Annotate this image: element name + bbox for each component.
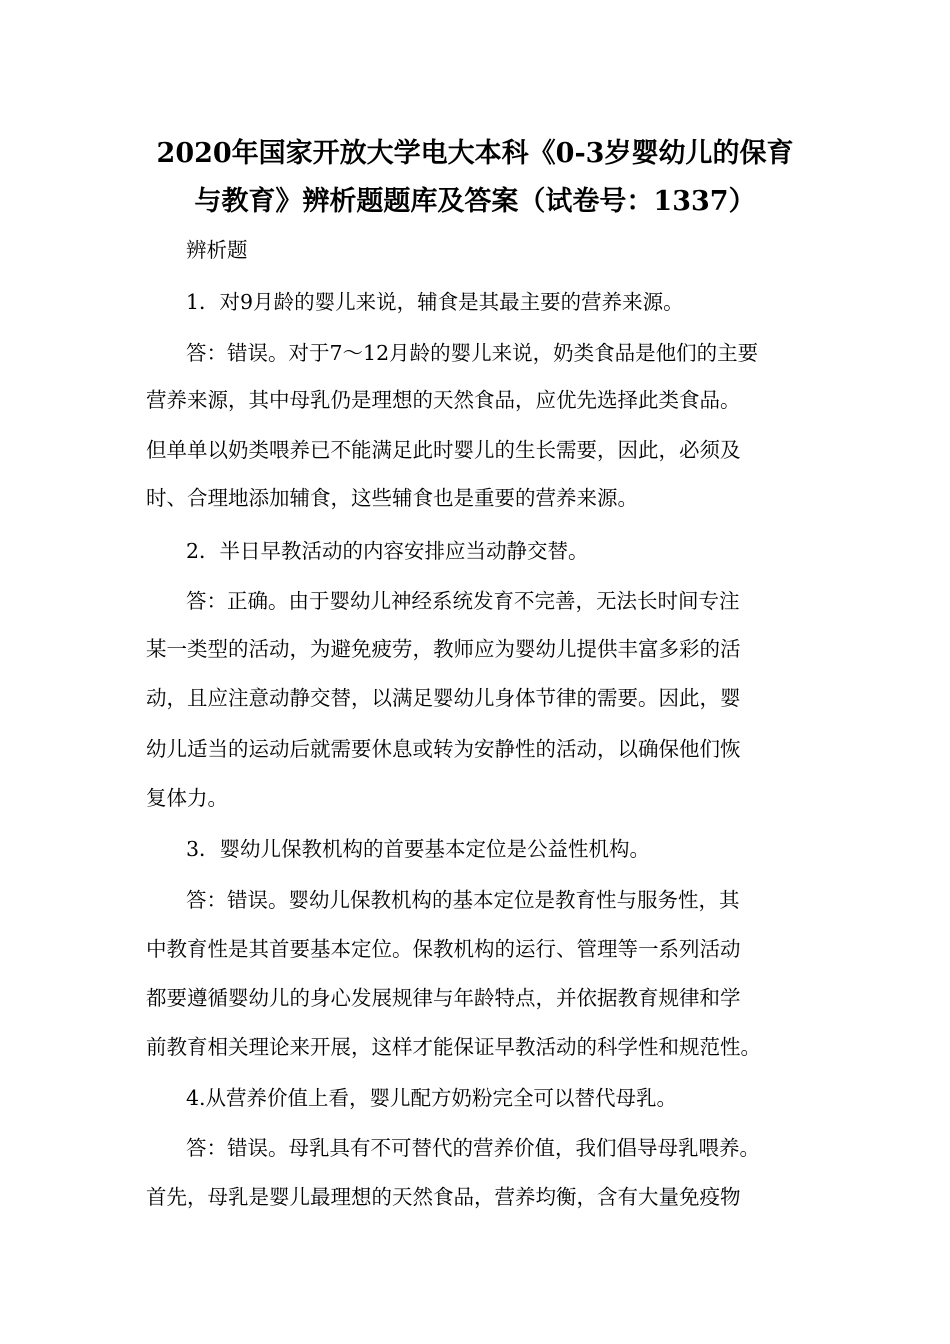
answer-1-line-3: 但单单以奶类喂养已不能满足此时婴儿的生长需要，因此，必须及 bbox=[146, 438, 741, 462]
answer-3-line-2: 中教育性是其首要基本定位。保教机构的运行、管理等一系列活动 bbox=[146, 937, 741, 961]
answer-2-line-1: 答：正确。由于婴幼儿神经系统发育不完善，无法长时间专注 bbox=[186, 589, 740, 613]
answer-2-line-4: 幼儿适当的运动后就需要休息或转为安静性的活动，以确保他们恢 bbox=[146, 737, 741, 761]
answer-3-line-4: 前教育相关理论来开展，这样才能保证早教活动的科学性和规范性。 bbox=[146, 1035, 761, 1059]
document-title-line-1: 2020年国家开放大学电大本科《0-3岁婴幼儿的保育 bbox=[156, 138, 794, 169]
question-3: 3．婴幼儿保教机构的首要基本定位是公益性机构。 bbox=[186, 837, 651, 861]
question-2: 2．半日早教活动的内容安排应当动静交替。 bbox=[186, 539, 589, 563]
question-4: 4.从营养价值上看，婴儿配方奶粉完全可以替代母乳。 bbox=[186, 1086, 678, 1110]
answer-2-line-3: 动，且应注意动静交替，以满足婴幼儿身体节律的需要。因此，婴 bbox=[146, 686, 741, 710]
section-heading: 辨析题 bbox=[186, 238, 248, 262]
answer-1-line-1: 答：错误。对于7～12月龄的婴儿来说，奶类食品是他们的主要 bbox=[186, 341, 759, 365]
answer-3-line-1: 答：错误。婴幼儿保教机构的基本定位是教育性与服务性，其 bbox=[186, 888, 740, 912]
document-title-line-2: 与教育》辨析题题库及答案（试卷号：1337） bbox=[194, 186, 756, 217]
answer-4-line-1: 答：错误。母乳具有不可替代的营养价值，我们倡导母乳喂养。 bbox=[186, 1136, 760, 1160]
question-1: 1．对9月龄的婴儿来说，辅食是其最主要的营养来源。 bbox=[186, 290, 684, 314]
answer-4-line-2: 首先，母乳是婴儿最理想的天然食品，营养均衡，含有大量免疫物 bbox=[146, 1185, 741, 1209]
answer-2-line-2: 某一类型的活动，为避免疲劳，教师应为婴幼儿提供丰富多彩的活 bbox=[146, 637, 741, 661]
answer-1-line-4: 时、合理地添加辅食，这些辅食也是重要的营养来源。 bbox=[146, 486, 638, 510]
answer-3-line-3: 都要遵循婴幼儿的身心发展规律与年龄特点，并依据教育规律和学 bbox=[146, 986, 741, 1010]
answer-1-line-2: 营养来源，其中母乳仍是理想的天然食品，应优先选择此类食品。 bbox=[146, 388, 741, 412]
answer-2-line-5: 复体力。 bbox=[146, 786, 228, 810]
